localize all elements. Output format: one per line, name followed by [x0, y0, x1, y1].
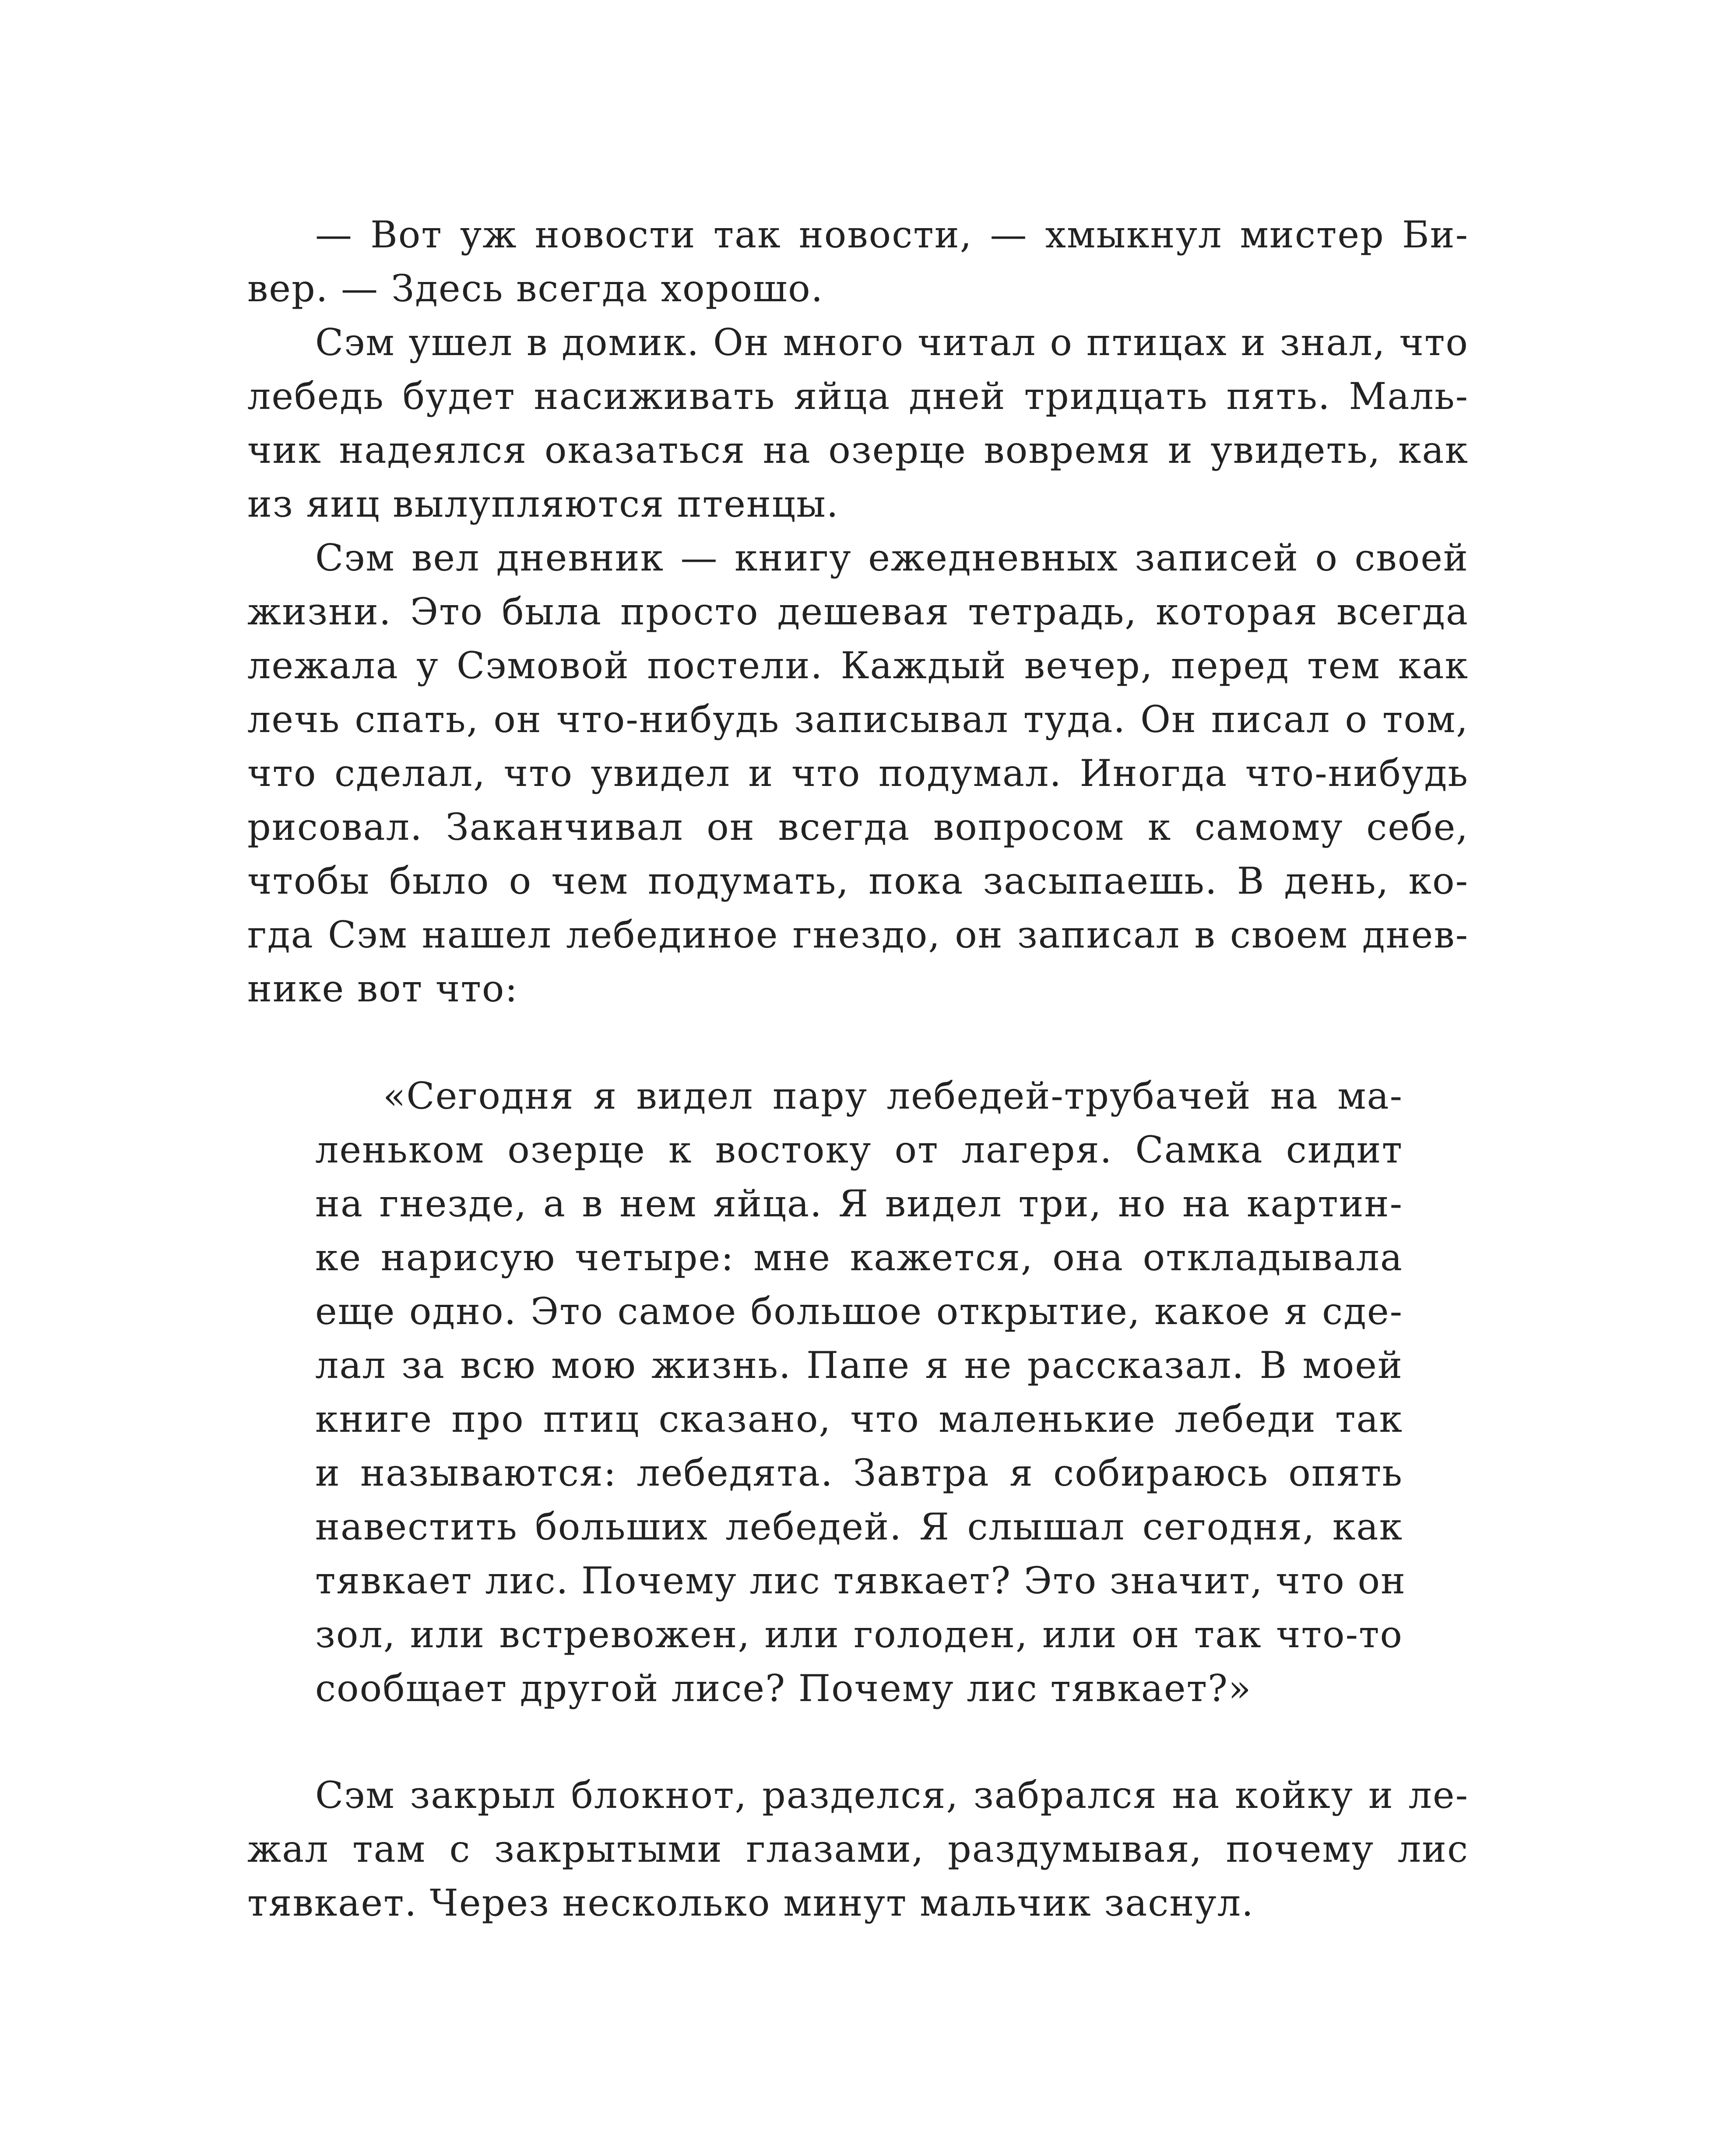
text-line: лежала у Сэмовой постели. Каждый вечер, перед тем как — [247, 644, 1469, 687]
quote-line: зол, или встревожен, или голоден, или он так что-то — [315, 1613, 1403, 1656]
text-line: чик надеялся оказаться на озерце вовремя и увидеть, как — [247, 429, 1469, 472]
text-line: нике вот что: — [247, 967, 518, 1010]
paragraph-dialogue — [247, 208, 1469, 316]
quote-line: и называются: лебедята. Завтра я собираюсь опять — [315, 1451, 1403, 1494]
paragraph-diary — [247, 531, 1469, 1016]
quote-line: тявкает лис. Почему лис тявкает? Это значит, что он — [315, 1559, 1407, 1602]
text-line: что сделал, что увидел и что подумал. Иногда что-нибудь — [247, 752, 1469, 795]
paragraph-sam-goes-home — [247, 316, 1469, 531]
text-line: лебедь будет насиживать яйца дней тридцать пять. Маль- — [247, 375, 1469, 418]
text-line: из яиц вылупляются птенцы. — [247, 483, 839, 525]
text-line: чтобы было о чем подумать, пока засыпаешь. В день, ко- — [247, 860, 1469, 902]
text-line: Сэм закрыл блокнот, разделся, забрался на койку и ле- — [315, 1774, 1469, 1817]
quote-line: ке нарисую четыре: мне кажется, она откладывала — [315, 1236, 1403, 1279]
quote-line: «Сегодня я видел пару лебедей-трубачей на ма- — [383, 1074, 1403, 1117]
quote-line: книге про птиц сказано, что маленькие лебеди так — [315, 1398, 1403, 1441]
text-line: Сэм ушел в домик. Он много читал о птицах и знал, что — [315, 321, 1469, 364]
text-line: вер. — Здесь всегда хорошо. — [247, 267, 824, 310]
quote-line: навестить больших лебедей. Я слышал сегодня, как — [315, 1505, 1403, 1548]
quote-line: еще одно. Это самое большое открытие, какое я сде- — [315, 1290, 1403, 1333]
text-line: — Вот уж новости так новости, — хмыкнул мистер Би- — [315, 213, 1469, 256]
text-line: жизни. Это была просто дешевая тетрадь, которая всегда — [247, 590, 1469, 633]
quote-line: на гнезде, а в нем яйца. Я видел три, но на картин- — [315, 1182, 1403, 1225]
text-line: гда Сэм нашел лебединое гнездо, он записал в своем днев- — [247, 913, 1469, 956]
text-line: лечь спать, он что-нибудь записывал туда. Он писал о том, — [247, 698, 1469, 741]
text-line: тявкает. Через несколько минут мальчик заснул. — [247, 1881, 1254, 1924]
quote-line: леньком озерце к востоку от лагеря. Самка сидит — [315, 1128, 1403, 1171]
text-line: рисовал. Заканчивал он всегда вопросом к самому себе, — [247, 806, 1469, 849]
quote-line: сообщает другой лисе? Почему лис тявкает?» — [315, 1667, 1252, 1710]
paragraph-sam-sleeps — [247, 1768, 1469, 1930]
text-line: Сэм вел дневник — книгу ежедневных записей о своей — [315, 536, 1469, 579]
text-line: жал там с закрытыми глазами, раздумывая, почему лис — [247, 1828, 1469, 1871]
diary-quote — [315, 1069, 1407, 1716]
quote-line: лал за всю мою жизнь. Папе я не рассказал. В моей — [315, 1344, 1403, 1387]
